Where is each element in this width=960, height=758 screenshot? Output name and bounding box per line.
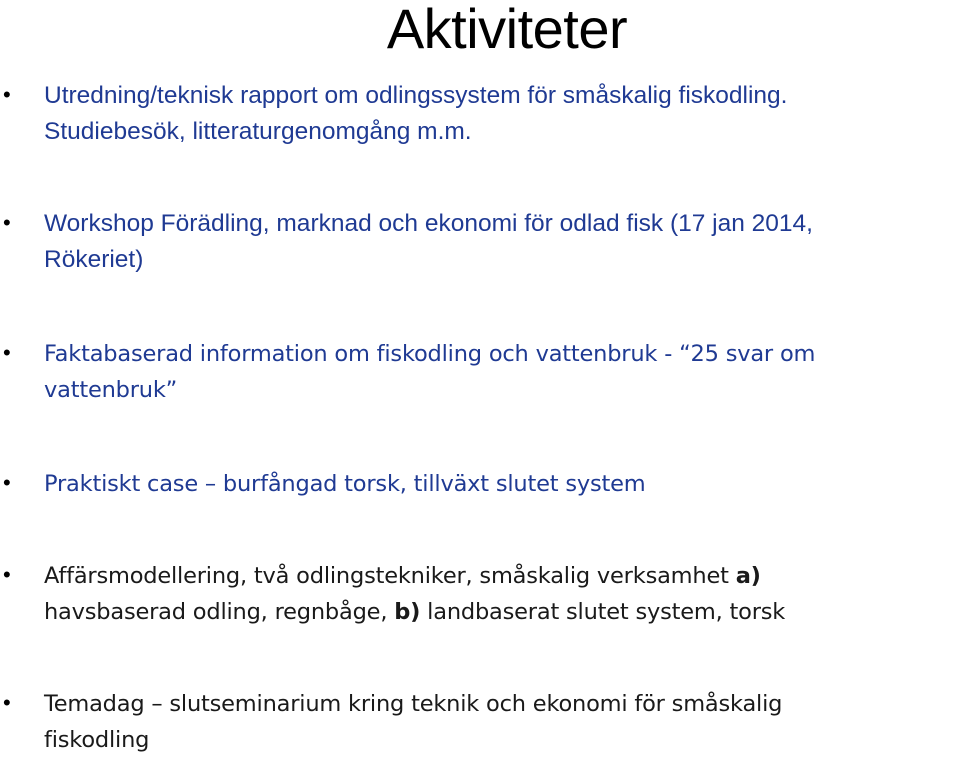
bullet-line: vattenbruk” [44,377,178,403]
bullet-line [44,594,960,630]
bullet-line-text: landbaserat slutet system, torsk [420,599,786,625]
bullet-line-text: Affärsmodellering, två odlingstekniker, småskalig verksamhet [44,563,736,589]
bullet-bold-marker: b) [394,599,421,625]
bullet-line: Praktiskt case – burfångad torsk, tillväxt slutet system [44,471,646,497]
bullet-text [44,206,960,278]
bullet-dot: • [3,210,11,235]
bullet-line: Workshop Förädling, marknad och ekonomi för odlad fisk (17 jan 2014, [44,210,813,237]
bullet-dot: • [3,562,11,587]
bullet-dot: • [3,690,11,715]
bullet-text [44,78,960,150]
bullet-dot: • [3,82,11,107]
bullet-line: Utredning/teknisk rapport om odlingssystem för småskalig fiskodling. [44,82,788,109]
bullet-line: Studiebesök, litteraturgenomgång m.m. [44,118,472,145]
bullet-line: Rökeriet) [44,246,144,273]
bullet-line-text: havsbaserad odling, regnbåge, [44,599,395,625]
bullet-bold-marker: a) [735,563,761,589]
bullet-dot: • [3,470,11,495]
bullet-line: fiskodling [44,727,150,753]
bullet-text [44,466,960,502]
bullet-text [44,686,960,758]
bullet-text [44,336,960,408]
bullet-dot: • [3,340,11,365]
bullet-line: Faktabaserad information om fiskodling och vattenbruk - “25 svar om [44,341,816,367]
slide-title: Aktiviteter [386,0,628,60]
bullet-line: Temadag – slutseminarium kring teknik och ekonomi för småskalig [44,691,783,717]
bullet-line [44,558,960,594]
bullet-text [44,558,960,630]
